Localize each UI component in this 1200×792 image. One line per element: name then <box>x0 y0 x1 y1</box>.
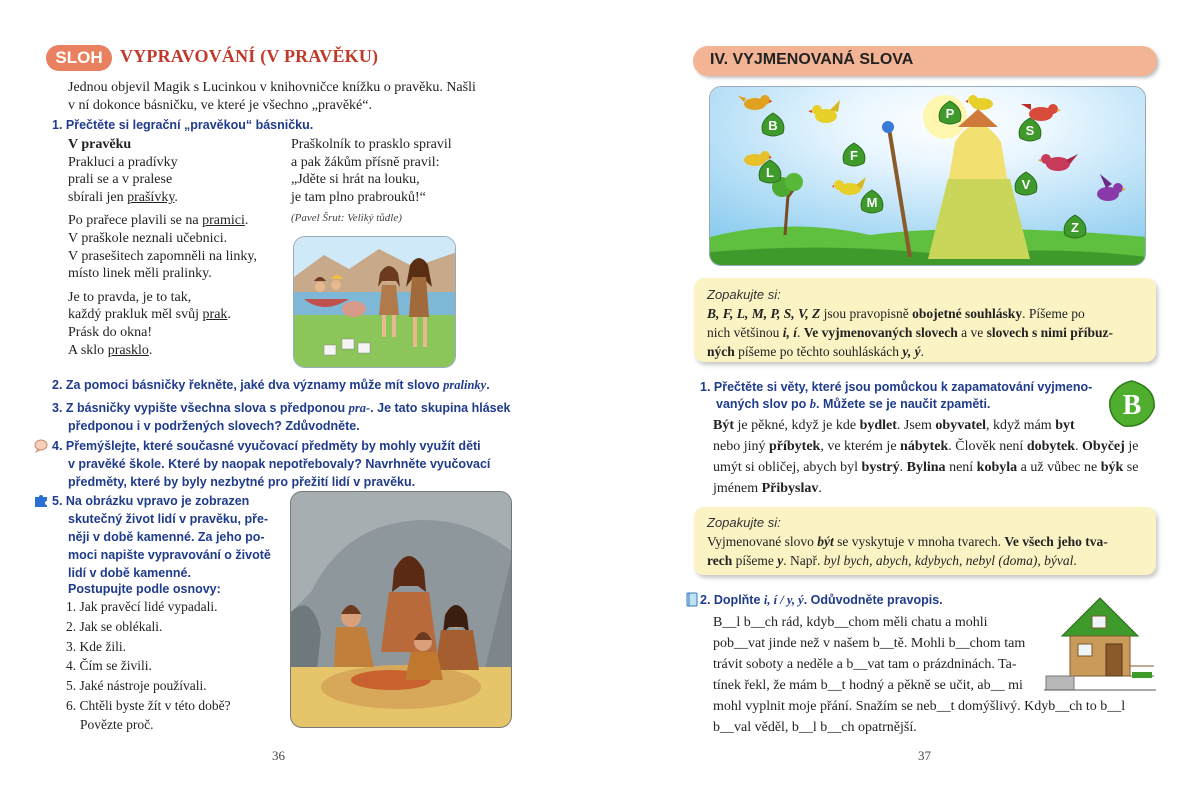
exercise-line: trávit soboty a neděle a b__vat tam o prázdninách. Ta- <box>713 657 1017 672</box>
poem-title: V pravěku <box>68 137 132 152</box>
cottage-image <box>1044 590 1156 692</box>
svg-text:P: P <box>945 106 955 121</box>
page-title-right: IV. VYJMENOVANÁ SLOVA <box>710 51 914 68</box>
svg-text:Z: Z <box>1071 220 1079 235</box>
exercise-line: mohl vyplnit moje přání. Snažím se neb__t domýšlivý. Kdyb__ch to b__l <box>713 699 1126 714</box>
outline-item: 3. Kde žili. <box>66 638 126 654</box>
exercise-line: B__l b__ch rád, kdyb__chom měli chatu a mohli <box>713 615 988 630</box>
page-number-left: 36 <box>272 748 285 763</box>
outline-heading: Postupujte podle osnovy: <box>68 582 221 596</box>
exercise-line: b__val věděl, b__l b__ch opatrnější. <box>713 720 917 735</box>
right-task-1: 1. Přečtěte si věty, které jsou pomůckou k zapamatování vyjmeno- vaných slov po b. Můžete se je naučit zpaměti. <box>700 380 1093 411</box>
svg-text:V: V <box>1021 177 1031 192</box>
reminder-box-1-heading: Zopakujte si: <box>707 287 781 302</box>
poem-line: místo linek měli pralinky. <box>68 266 212 282</box>
task-2: 2. Za pomoci básničky řekněte, jaké dva významy může mít slovo pralinky. <box>52 378 490 392</box>
bird-icon <box>738 92 772 114</box>
intro-line: Jednou objevil Magik s Lucinkou v knihovničce knížku o pravěku. Našli <box>68 80 476 95</box>
fill-in-exercise <box>713 612 1043 696</box>
stone-age-cave-illustration <box>290 491 512 728</box>
reminder-box-2-heading: Zopakujte si: <box>707 515 781 530</box>
poem-line: Prásk do okna! <box>68 324 152 340</box>
poem-line: „Jděte si hrát na louku, <box>291 172 420 188</box>
svg-text:B: B <box>768 118 778 133</box>
svg-text:L: L <box>766 165 774 180</box>
reminder-box-1-text: B, F, L, M, P, S, V, Z jsou pravopisně obojetné souhlásky. Píšeme po nich většinou i, í. Ve vyjmenovaných slovech a ve slovech s nimi příbuz- ných píšeme po těchto souhláskách y, ý. <box>707 306 1114 359</box>
poem-line: Po prařece plavili se na pramici. <box>68 213 249 229</box>
poem <box>68 136 288 359</box>
sloh-tag: SLOH <box>46 45 112 71</box>
leaf-letter-z <box>1061 213 1089 241</box>
speech-bubble-icon <box>34 439 48 453</box>
right-task-2: 2. Doplňte i, í / y, ý. Odůvodněte pravopis. <box>700 593 943 607</box>
poem-line: je tam plno prabrouků!“ <box>291 189 426 205</box>
outline-list <box>66 597 286 734</box>
task-4: 4. Přemýšlejte, které současné vyučovací předměty by mohly využít děti v pravěké škole. Které by naopak nepotřebovaly? Navrhněte vyučovací předměty, které by byly nezbytné pro přežití lidí v pravěku. <box>52 439 491 489</box>
bird-icon <box>832 176 868 200</box>
leaf-letter-f <box>840 141 868 169</box>
task-3: 3. Z básničky vypište všechna slova s předponou pra-. Je tato skupina hlásek předponou i v podržených slovech? Zdůvodněte. <box>52 401 511 433</box>
reminder-box-2-text: Vyjmenované slovo být se vyskytuje v mnoha tvarech. Ve všech jeho tva- rech píšeme y. Např. byl bych, abych, kdybych, nebyl (doma), býval. <box>707 534 1108 568</box>
leaf-letter-v <box>1012 170 1040 198</box>
memory-sentences: Být je pěkné, když je kde bydlet. Jsem obyvatel, když mám byt nebo jiný příbytek, ve kterém je nábytek. Člověk není dobytek. Obyčej je umýt si obličej, abych byl bystrý. Bylina není kobyla a už vůbec ne býk se jménem Přibyslav. <box>713 418 1139 496</box>
outline-item: Povězte proč. <box>80 716 154 732</box>
intro-line: v ní dokonce básničku, ve které je všechno „pravěké“. <box>68 98 372 113</box>
notebook-icon <box>686 592 698 607</box>
poem-line: sbírali jen prašívky. <box>68 189 178 205</box>
leaf-letter-b <box>759 111 787 139</box>
fill-in-exercise-end <box>713 696 1158 738</box>
poem-line: Je to pravda, je to tak, <box>68 289 192 305</box>
bird-icon <box>1088 174 1128 208</box>
bird-icon <box>808 100 844 130</box>
outline-item: 5. Jaké nástroje používali. <box>66 678 207 694</box>
task-1: 1. Přečtěte si legrační „pravěkou“ básničku. <box>52 118 314 132</box>
bird-icon <box>1038 150 1078 176</box>
poem-line: A sklo prasklo. <box>68 342 153 358</box>
outline-item: 6. Chtěli byste žít v této době? <box>66 697 231 713</box>
riverside-scene-image <box>294 237 456 368</box>
bird-icon <box>965 92 999 114</box>
task-5: 5. Na obrázku vpravo je zobrazen skutečný život lidí v pravěku, pře- něji v době kamenné. Za jeho po- moci napište vypravování o životě lidí v době kamenné. <box>52 494 271 580</box>
poem-line: a pak žákům přísně pravil: <box>291 154 440 170</box>
cottage-illustration <box>1044 590 1156 692</box>
page-title: VYPRAVOVÁNÍ (V PRAVĚKU) <box>120 46 379 66</box>
poem-line: každý prakluk měl svůj prak. <box>68 307 231 323</box>
bird-icon <box>738 148 772 170</box>
page-number-right: 37 <box>918 748 931 763</box>
poem-author: (Pavel Šrut: Veliký tůdle) <box>291 212 402 225</box>
outline-item: 2. Jak se oblékali. <box>66 618 163 634</box>
exercise-line: pob__vat jinde než v našem b__tě. Mohli b__chom tam <box>713 636 1026 651</box>
school-children-illustration <box>293 236 456 368</box>
bird-icon <box>1021 100 1061 126</box>
poem-line: prali se a v pralese <box>68 172 173 188</box>
svg-text:M: M <box>866 195 878 210</box>
svg-text:B: B <box>1122 390 1142 421</box>
outline-item: 4. Čím se živili. <box>66 658 152 674</box>
poem-column-2 <box>291 136 521 228</box>
svg-text:S: S <box>1025 123 1035 138</box>
cave-scene-image <box>291 492 512 728</box>
intro-paragraph <box>68 79 520 115</box>
poem-line: V praškole neznali učebnici. <box>68 230 228 246</box>
poem-line: Prakluci a pradívky <box>68 154 178 170</box>
svg-text:F: F <box>850 148 858 163</box>
poem-line: Praškolník to prasklo spravil <box>291 137 452 152</box>
poem-line: V prasešitech zapomněli na linky, <box>68 248 257 264</box>
leaf-letter-p <box>936 99 964 127</box>
exercise-line: tínek řekl, že mám b__t hodný a pěkně se učit, ab__ mi <box>713 678 1023 693</box>
puzzle-icon <box>34 494 48 508</box>
outline-item: 1. Jak pravěcí lidé vypadali. <box>66 599 218 614</box>
